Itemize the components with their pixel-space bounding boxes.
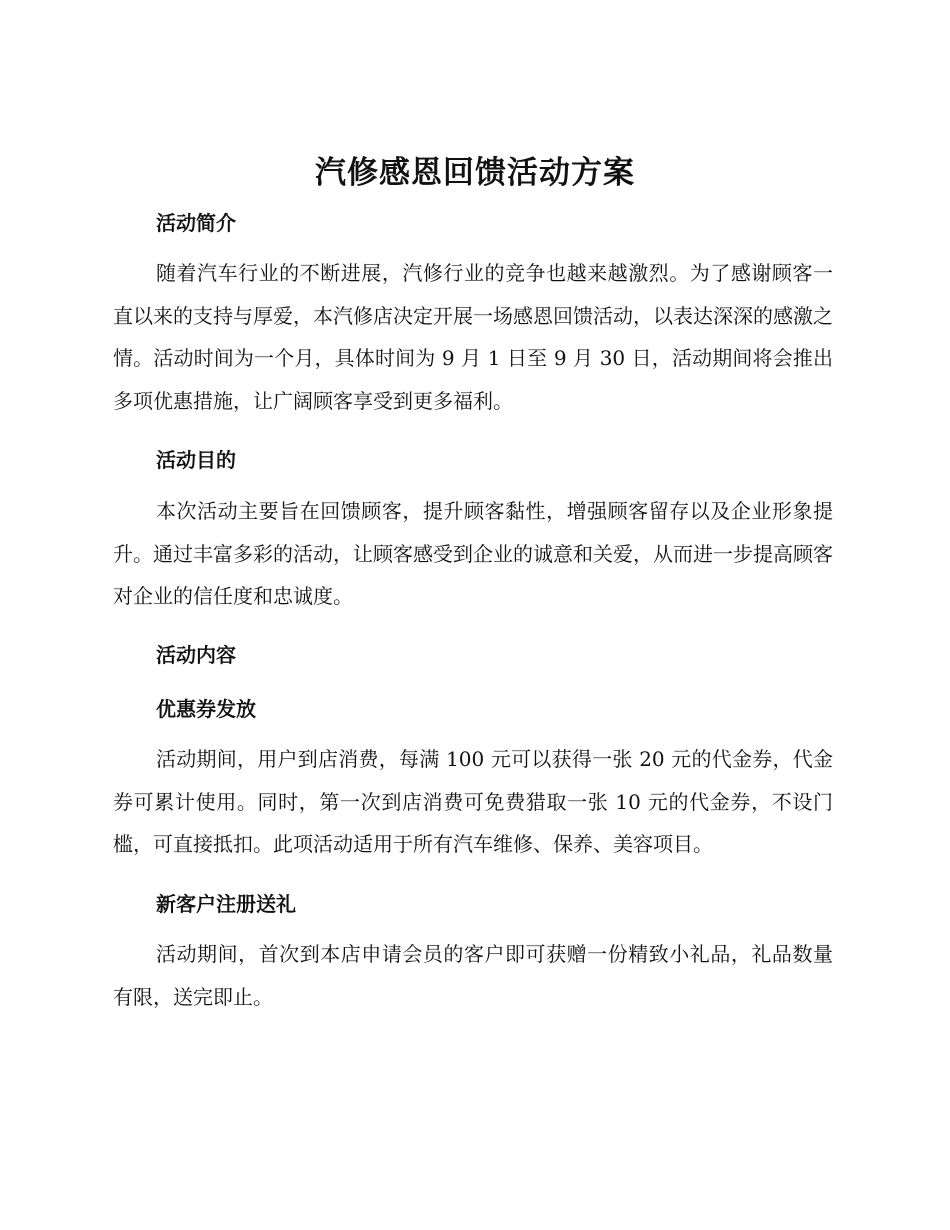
subsection-heading-signup: 新客户注册送礼 bbox=[156, 892, 296, 916]
section-heading-intro: 活动简介 bbox=[156, 211, 236, 235]
paragraph-intro: 随着汽车行业的不断进展，汽修行业的竞争也越来越激烈。为了感谢顾客一直以来的支持与厚爱，本汽修店决定开展一场感恩回馈活动，以表达深深的感激之情。活动时间为一个月，具体时间为 9 月 1 日至 9 月 30 日，活动期间将会推出多项优惠措施，让广阔顾客享受到更多福利。 bbox=[113, 261, 833, 413]
subsection-heading-coupon: 优惠券发放 bbox=[156, 697, 256, 721]
paragraph-signup: 活动期间，首次到本店申请会员的客户即可获赠一份精致小礼品，礼品数量有限，送完即止。 bbox=[113, 942, 833, 1009]
section-heading-purpose: 活动目的 bbox=[156, 448, 236, 472]
paragraph-coupon: 活动期间，用户到店消费，每满 100 元可以获得一张 20 元的代金券，代金券可累计使用。同时，第一次到店消费可免费猎取一张 10 元的代金券，不设门槛，可直接抵扣。此项活动适用于所有汽车维修、保养、美容项目。 bbox=[113, 747, 833, 856]
paragraph-purpose: 本次活动主要旨在回馈顾客，提升顾客黏性，增强顾客留存以及企业形象提升。通过丰富多彩的活动，让顾客感受到企业的诚意和关爱，从而进一步提高顾客对企业的信任度和忠诚度。 bbox=[113, 499, 833, 608]
document-title: 汽修感恩回馈活动方案 bbox=[315, 155, 635, 191]
section-heading-content: 活动内容 bbox=[156, 643, 236, 667]
